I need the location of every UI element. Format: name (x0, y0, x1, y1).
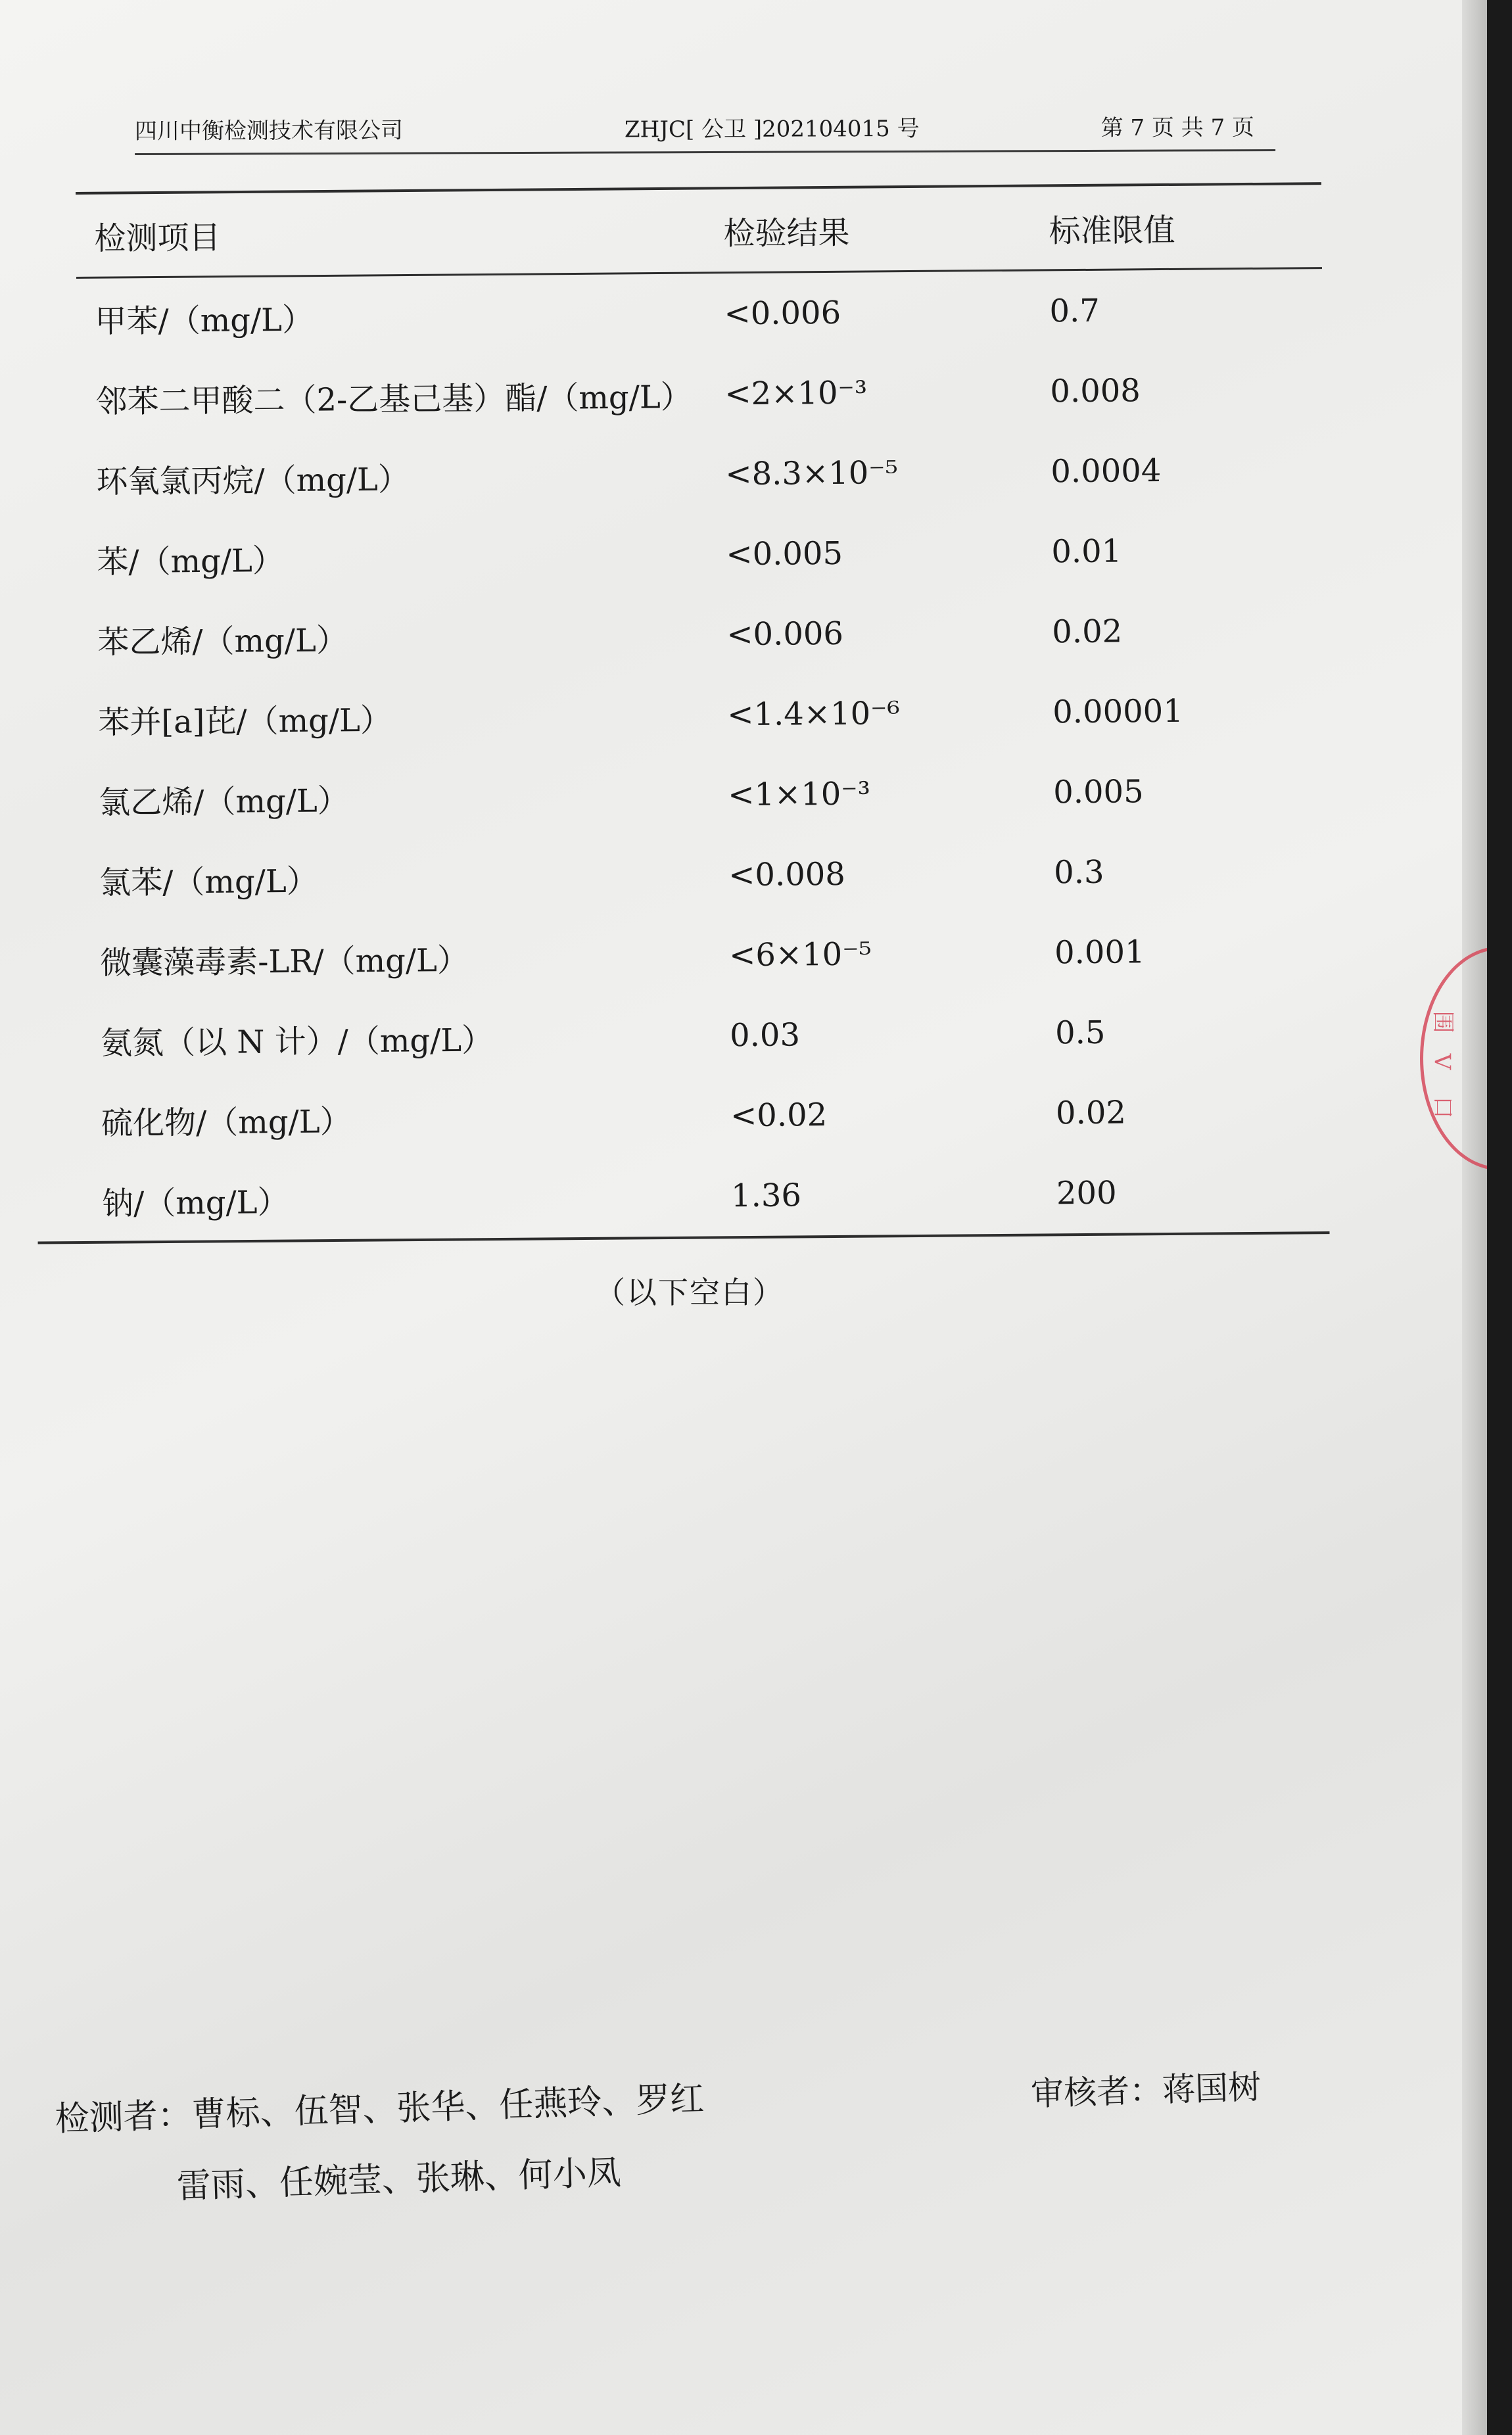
table-row (78, 509, 1325, 600)
row-item: 苯乙烯/（mg/L） (97, 622, 348, 661)
row-limit: 0.001 (1054, 934, 1145, 972)
column-header-result: 检验结果 (723, 214, 850, 252)
row-item: 硫化物/（mg/L） (101, 1103, 352, 1143)
header-report-number: ZHJC[ 公卫 ]202104015 号 (624, 115, 920, 143)
stamp-text: 口 (1429, 1096, 1456, 1119)
testers-label: 检测者： (54, 2095, 193, 2139)
row-result: <0.005 (726, 534, 843, 573)
row-limit: 0.3 (1053, 853, 1104, 891)
table-row (81, 830, 1327, 920)
results-table (76, 182, 1330, 1244)
row-item: 苯并[a]芘/（mg/L） (98, 701, 392, 742)
row-item: 邻苯二甲酸二（2-乙基己基）酯/（mg/L） (95, 379, 692, 421)
row-limit: 0.01 (1051, 532, 1122, 571)
header-page-number: 第 7 页 共 7 页 (1100, 114, 1255, 141)
row-result: <0.006 (726, 615, 844, 653)
table-row (82, 991, 1329, 1081)
row-limit: 0.5 (1054, 1014, 1106, 1052)
table-row (78, 429, 1324, 519)
page-edge-shadow (1462, 0, 1487, 2435)
red-seal-stamp (1420, 947, 1487, 1170)
header-company: 四川中衡检测技术有限公司 (134, 117, 404, 145)
testers-names-1: 曹标、伍智、张华、任燕玲、罗红 (191, 2079, 705, 2135)
row-result: <2×10⁻³ (724, 374, 868, 413)
row-limit: 0.0004 (1051, 452, 1162, 490)
table-row (80, 670, 1326, 760)
table-row (80, 750, 1327, 840)
row-limit: 0.02 (1055, 1094, 1127, 1132)
row-item: 环氧氯丙烷/（mg/L） (96, 461, 410, 501)
row-result: <0.02 (730, 1097, 828, 1135)
column-header-limit: 标准限值 (1049, 211, 1175, 250)
row-result: <6×10⁻⁵ (728, 935, 872, 974)
row-item: 氨氮（以 N 计）/（mg/L） (100, 1022, 494, 1062)
row-result: 0.03 (729, 1016, 801, 1054)
testers-signature-block (54, 2064, 707, 2226)
table-row (82, 910, 1328, 1001)
table-row (79, 590, 1325, 680)
reviewer-label: 审核者： (1030, 2071, 1164, 2114)
reviewer-name: 蒋国树 (1162, 2068, 1262, 2110)
row-item: 甲苯/（mg/L） (95, 301, 314, 341)
row-result: <8.3×10⁻⁵ (725, 454, 899, 493)
table-row (83, 1151, 1330, 1241)
row-limit: 0.00001 (1052, 692, 1183, 731)
table-row (76, 269, 1323, 359)
row-item: 微囊藻毒素-LR/（mg/L） (99, 941, 469, 982)
row-item: 氯乙烯/（mg/L） (99, 782, 349, 822)
column-header-item: 检测项目 (94, 219, 221, 257)
testers-names-2: 雷雨、任婉莹、张琳、何小凤 (176, 2152, 622, 2207)
row-result: <0.008 (728, 855, 846, 894)
table-row (83, 1071, 1329, 1161)
stamp-text: 围 (1429, 1010, 1456, 1033)
row-result: <1.4×10⁻⁶ (727, 695, 900, 734)
row-limit: 0.005 (1052, 773, 1144, 811)
row-limit: 0.7 (1049, 292, 1100, 330)
table-header-row (76, 185, 1322, 277)
row-limit: 200 (1056, 1174, 1117, 1212)
reviewer-signature-block (1030, 2061, 1262, 2116)
row-item: 钠/（mg/L） (101, 1183, 289, 1223)
row-limit: 0.02 (1052, 613, 1123, 651)
row-result: <0.006 (724, 294, 841, 333)
table-row (77, 349, 1323, 439)
row-item: 苯/（mg/L） (97, 542, 285, 581)
row-limit: 0.008 (1050, 372, 1141, 410)
row-item: 氯苯/（mg/L） (99, 863, 318, 902)
row-result: <1×10⁻³ (728, 775, 871, 814)
report-header (135, 102, 1275, 155)
stamp-text: V (1429, 1053, 1455, 1070)
blank-below-note: （以下空白） (595, 1275, 784, 1310)
row-result: 1.36 (730, 1177, 802, 1215)
